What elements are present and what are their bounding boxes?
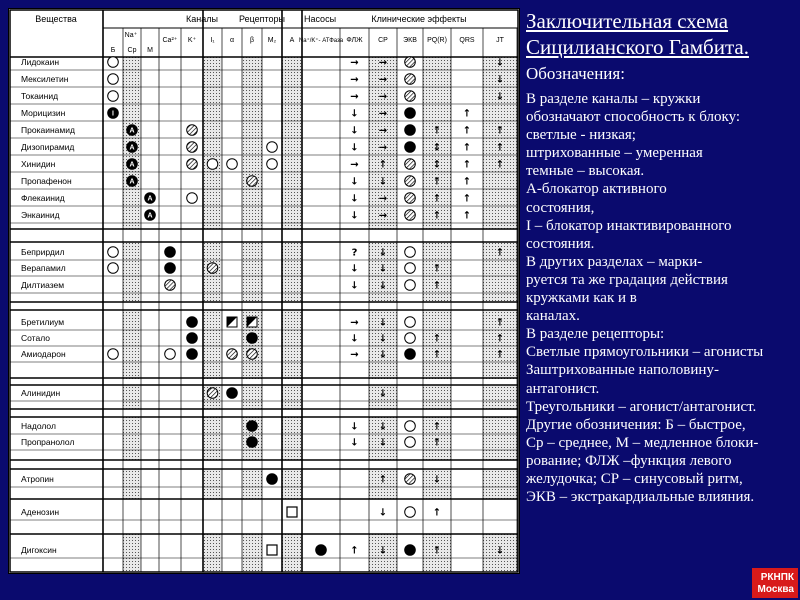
effect-glyph: ↑ (432, 437, 442, 449)
effect-glyph: ↑ (462, 159, 472, 171)
effect-glyph: ↑ (495, 125, 505, 137)
block-circle (165, 349, 176, 360)
effect-glyph: ↑ (432, 210, 442, 222)
block-circle (405, 74, 416, 85)
effect-glyph: ? (351, 247, 358, 259)
group-header: Каналы (186, 14, 218, 24)
legend-panel (526, 8, 800, 592)
block-circle (405, 125, 416, 136)
column-header: Na⁺/K⁺- АТФаза (298, 38, 344, 44)
block-circle (247, 333, 258, 344)
effect-glyph: ↑ (432, 421, 442, 433)
effect-glyph: ↑ (462, 142, 472, 154)
effect-glyph: ↑ (432, 176, 442, 188)
effect-glyph: ↓ (495, 57, 505, 69)
effect-glyph: → (378, 74, 388, 86)
effect-glyph: ↓ (350, 263, 359, 275)
block-circle (267, 142, 278, 153)
legend-line: состояния. (526, 235, 595, 252)
effect-glyph: → (378, 57, 388, 69)
group-header: Насосы (303, 14, 337, 24)
effect-glyph: ↑ (495, 333, 505, 345)
group-gap (11, 230, 517, 242)
effect-glyph: ↓ (350, 210, 359, 222)
effect-glyph: ↑ (432, 125, 442, 137)
drug-name: Аденозин (21, 507, 60, 517)
effect-glyph: → (378, 108, 388, 120)
group-gap (11, 379, 517, 385)
block-circle (267, 159, 278, 170)
state-letter: A (129, 144, 135, 152)
effect-glyph: ↑ (495, 142, 505, 154)
block-circle (227, 349, 238, 360)
drug-name: Верапамил (21, 263, 66, 273)
drug-name: Пропранолол (21, 437, 75, 447)
block-circle (405, 317, 416, 328)
effect-glyph: → (378, 125, 388, 137)
legend-line: В разделе рецепторы: (526, 326, 665, 343)
column-header: K⁺ (187, 37, 197, 44)
effect-glyph: ↑ (462, 176, 472, 188)
block-circle (247, 421, 258, 432)
block-circle (165, 263, 176, 274)
group-gap (11, 461, 517, 469)
block-circle (108, 91, 119, 102)
na-subheader: Б (110, 47, 116, 54)
effect-glyph: ↑ (432, 545, 442, 557)
column-header: I₁ (210, 37, 215, 44)
legend-line: рование; ФЛЖ –функция левого (526, 452, 732, 469)
block-circle (405, 474, 416, 485)
na-subheader: Ср (127, 47, 137, 54)
column-header: ЭКВ (403, 37, 417, 44)
drug-name: Прокаинамид (21, 125, 75, 135)
legend-text (526, 90, 800, 506)
state-letter: A (129, 161, 135, 169)
drug-name: Сотало (21, 333, 50, 343)
block-circle (165, 280, 176, 291)
group-header: Клинические эффекты (371, 14, 467, 24)
effect-glyph: → (378, 210, 388, 222)
block-circle (405, 210, 416, 221)
effect-glyph: ↑ (495, 159, 505, 171)
effect-glyph: ↓ (378, 263, 388, 275)
block-circle (187, 142, 198, 153)
block-circle (405, 507, 416, 518)
block-circle (405, 57, 416, 68)
na-subheader: М (147, 47, 153, 54)
effect-glyph: → (350, 74, 359, 86)
legend-heading: Обозначения: (526, 64, 625, 83)
block-circle (108, 263, 119, 274)
drug-name: Алинидин (21, 388, 61, 398)
block-circle (108, 57, 119, 68)
legend-line: каналах. (526, 308, 580, 325)
column-header: A (289, 37, 295, 44)
legend-line: В других разделах – марки- (526, 253, 703, 270)
block-circle (405, 193, 416, 204)
effect-glyph: ↑ (462, 193, 472, 205)
block-circle (405, 349, 416, 360)
block-circle (405, 108, 416, 119)
effect-glyph: ↓ (378, 333, 388, 345)
legend-line: Другие обозничения: Б – быстрое, (526, 416, 746, 433)
drug-name: Дилтиазем (21, 280, 65, 290)
effect-glyph: ↓ (378, 349, 388, 361)
legend-line: I – блокатор инактивированного (526, 217, 732, 234)
block-circle (247, 176, 258, 187)
block-circle (165, 247, 176, 258)
shaded-column (203, 57, 222, 571)
drug-name: Атропин (21, 474, 54, 484)
drug-name: Дизопирамид (21, 142, 75, 152)
effect-glyph: ↓ (350, 333, 359, 345)
effect-glyph: ↓ (350, 108, 359, 120)
effect-glyph: ↓ (378, 317, 388, 329)
group-header: Рецепторы (238, 14, 286, 24)
legend-line: темные – высокая. (526, 163, 645, 180)
block-circle (187, 159, 198, 170)
effect-glyph: ↓ (495, 74, 505, 86)
column-header: Na⁺ (124, 32, 138, 39)
block-circle (405, 91, 416, 102)
effect-glyph: → (350, 349, 359, 361)
block-circle (405, 247, 416, 258)
block-circle (247, 437, 258, 448)
effect-glyph: → (350, 317, 359, 329)
drug-name: Флекаинид (21, 193, 65, 203)
effect-glyph: ↑ (495, 349, 505, 361)
block-circle (187, 125, 198, 136)
legend-line: светлые - низкая; (526, 127, 636, 144)
effect-glyph: ↓ (378, 388, 388, 400)
block-circle (227, 159, 238, 170)
effect-glyph: ↓ (495, 545, 505, 557)
effect-glyph: ↓ (495, 91, 505, 103)
group-gap (11, 303, 517, 310)
group-gap (11, 410, 517, 417)
effect-glyph: ↓ (350, 125, 359, 137)
block-circle (405, 421, 416, 432)
effect-glyph: ↓ (350, 280, 359, 292)
block-circle (207, 388, 218, 399)
legend-line: обозначают способность к блоку: (526, 109, 741, 126)
column-header: α (229, 37, 235, 44)
block-circle (187, 317, 198, 328)
block-circle (207, 159, 218, 170)
effect-glyph: ↓ (350, 176, 359, 188)
drug-name: Дигоксин (21, 545, 57, 555)
legend-line: штрихованные – умеренная (526, 145, 703, 162)
receptor-box (287, 507, 297, 517)
effect-glyph: ↑ (432, 263, 442, 275)
column-header: JT (496, 37, 504, 44)
state-letter: I (112, 110, 114, 118)
column-header: M₂ (267, 37, 277, 44)
block-circle (108, 74, 119, 85)
block-circle (316, 545, 327, 556)
block-circle (405, 333, 416, 344)
block-circle (187, 349, 198, 360)
watermark-org: РКНПК (760, 572, 794, 583)
effect-glyph: ↓ (350, 193, 359, 205)
effect-glyph: → (378, 91, 388, 103)
effect-glyph: ↑ (432, 349, 442, 361)
block-circle (405, 159, 416, 170)
drug-name: Энкаинид (21, 210, 60, 220)
block-circle (108, 247, 119, 258)
block-circle (227, 388, 238, 399)
effect-glyph: ↓ (378, 280, 388, 292)
drug-name: Амиодарон (21, 349, 66, 359)
block-circle (405, 142, 416, 153)
legend-line: антагонист. (526, 380, 600, 397)
drug-classification-table (8, 8, 520, 574)
shaded-column (282, 57, 302, 571)
legend-line: Ср – среднее, М – медленное блоки- (526, 434, 759, 451)
effect-glyph: ↑ (378, 474, 388, 486)
legend-line: Заштрихованные наполовину- (526, 362, 719, 379)
effect-glyph: ↓ (378, 421, 388, 433)
state-letter: A (147, 195, 153, 203)
block-circle (405, 545, 416, 556)
effect-glyph: ↑ (495, 317, 505, 329)
column-header: Ca²⁺ (162, 37, 178, 44)
receptor-box (267, 545, 277, 555)
column-header: PQ(R) (427, 37, 447, 44)
legend-line: В разделе каналы – кружки (526, 91, 701, 107)
legend-line: ЭКВ – экстракардиальные влияния. (526, 489, 755, 506)
effect-glyph: → (350, 57, 359, 69)
watermark (758, 572, 794, 596)
drug-name: Беприрдил (21, 247, 65, 257)
drug-name: Лидокаин (21, 57, 60, 67)
shaded-column (242, 57, 262, 571)
effect-glyph: ↓ (350, 421, 359, 433)
title-line-2: Сицилианского Гамбита. (526, 35, 749, 59)
drug-name: Надолол (21, 421, 56, 431)
state-letter: A (147, 212, 153, 220)
drug-name: Бретилиум (21, 317, 65, 327)
block-circle (207, 263, 218, 274)
effect-glyph: ↓ (378, 176, 388, 188)
effect-glyph: ↑ (495, 247, 505, 259)
effect-glyph: → (350, 159, 359, 171)
block-circle (405, 263, 416, 274)
drug-name: Токаинид (21, 91, 59, 101)
effect-glyph: → (350, 91, 359, 103)
state-letter: A (129, 178, 135, 186)
effect-glyph: ↑ (432, 333, 442, 345)
block-circle (187, 333, 198, 344)
effect-glyph: ↓ (350, 437, 359, 449)
drug-name: Мексилетин (21, 74, 69, 84)
slide-title (526, 8, 800, 60)
drug-name: Морицизин (21, 108, 66, 118)
column-header: QRS (459, 37, 475, 44)
group-header: Вещества (35, 14, 77, 24)
legend-line: А-блокатор активного (526, 181, 667, 198)
effect-glyph: ↓ (378, 545, 388, 557)
block-circle (405, 176, 416, 187)
block-circle (108, 349, 119, 360)
block-circle (247, 349, 258, 360)
table-grid (9, 9, 519, 573)
effect-glyph: ↓ (350, 142, 359, 154)
effect-glyph: → (378, 142, 388, 154)
block-circle (405, 280, 416, 291)
effect-glyph: ↑ (432, 507, 442, 519)
effect-glyph: ↕ (432, 142, 442, 154)
legend-line: желудочка; СР – синусовый ритм, (526, 470, 743, 487)
effect-glyph: ↑ (432, 280, 442, 292)
effect-glyph: ↑ (462, 108, 472, 120)
effect-glyph: ↑ (350, 545, 359, 557)
drug-name: Пропафенон (21, 176, 72, 186)
legend-line: руется та же градация действия (526, 271, 728, 288)
effect-glyph: ↑ (378, 159, 388, 171)
effect-glyph: ↕ (432, 159, 442, 171)
legend-line: кружками как и в (526, 290, 637, 307)
legend-line: Треугольники – агонист/антагонист. (526, 398, 757, 415)
column-header: β (249, 37, 255, 44)
effect-glyph: ↑ (462, 210, 472, 222)
block-circle (405, 437, 416, 448)
effect-glyph: ↓ (432, 474, 442, 486)
effect-glyph: ↓ (378, 247, 388, 259)
watermark-city: Москва (757, 584, 794, 595)
block-circle (187, 193, 198, 204)
effect-glyph: → (378, 193, 388, 205)
block-circle (267, 474, 278, 485)
drug-name: Хинидин (21, 159, 56, 169)
effect-glyph: ↑ (462, 125, 472, 137)
column-header: СР (378, 37, 388, 44)
column-header: ФЛЖ (346, 37, 363, 44)
effect-glyph: ↑ (432, 193, 442, 205)
state-letter: A (129, 127, 135, 135)
title-line-1: Заключительная схема (526, 9, 729, 33)
effect-glyph: ↓ (378, 507, 388, 519)
legend-line: состояния, (526, 199, 595, 216)
legend-line: Светлые прямоугольники – агонисты (526, 344, 764, 361)
effect-glyph: ↓ (378, 437, 388, 449)
